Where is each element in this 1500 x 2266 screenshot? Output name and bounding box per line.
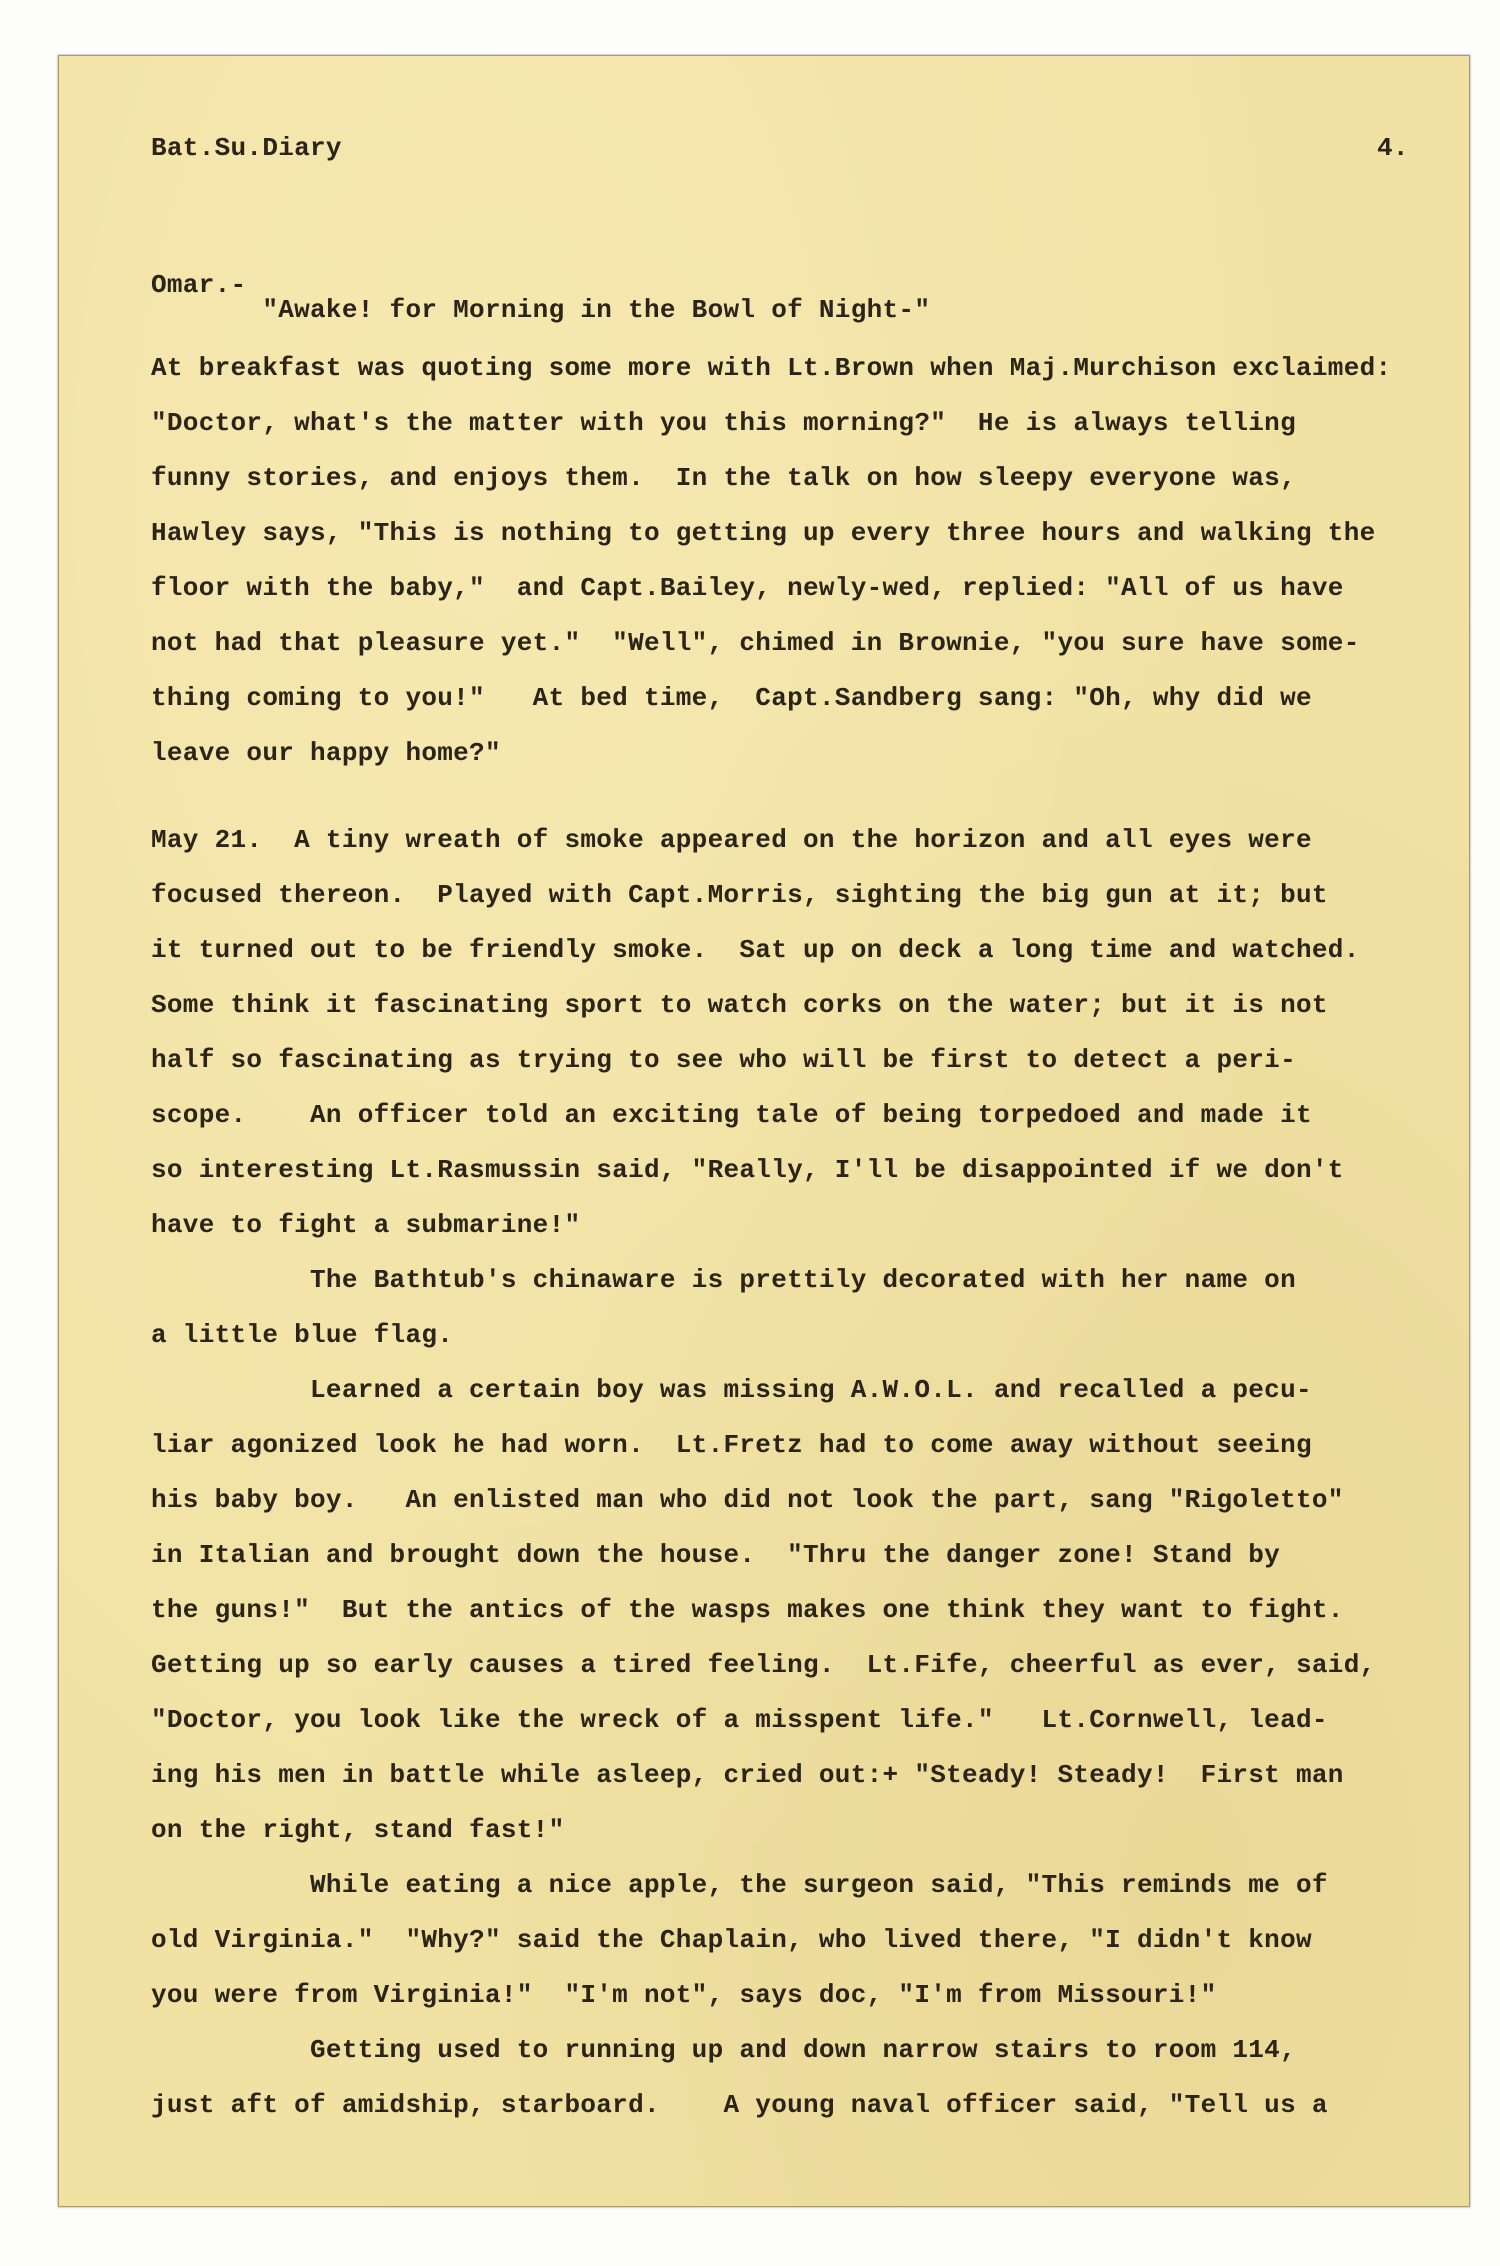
text-line: thing coming to you!" At bed time, Capt.Sandberg sang: "Oh, why did we bbox=[151, 683, 1312, 713]
typewritten-page bbox=[58, 55, 1470, 2207]
text-line: floor with the baby," and Capt.Bailey, newly-wed, replied: "All of us have bbox=[151, 573, 1344, 603]
text-line: "Doctor, you look like the wreck of a misspent life." Lt.Cornwell, lead- bbox=[151, 1705, 1328, 1735]
text-line: the guns!" But the antics of the wasps makes one think they want to fight. bbox=[151, 1595, 1344, 1625]
text-line: "Awake! for Morning in the Bowl of Night-" bbox=[151, 295, 931, 325]
text-line: his baby boy. An enlisted man who did not look the part, sang "Rigoletto" bbox=[151, 1485, 1344, 1515]
text-line: The Bathtub's chinaware is prettily decorated with her name on bbox=[151, 1265, 1296, 1295]
text-line: a little blue flag. bbox=[151, 1320, 454, 1350]
text-line: Getting used to running up and down narrow stairs to room 114, bbox=[151, 2035, 1296, 2065]
text-line: it turned out to be friendly smoke. Sat up on deck a long time and watched. bbox=[151, 935, 1360, 965]
text-line: just aft of amidship, starboard. A young naval officer said, "Tell us a bbox=[151, 2090, 1328, 2120]
text-line: ing his men in battle while asleep, cried out:+ "Steady! Steady! First man bbox=[151, 1760, 1344, 1790]
text-line: you were from Virginia!" "I'm not", says doc, "I'm from Missouri!" bbox=[151, 1980, 1217, 2010]
text-line: Some think it fascinating sport to watch corks on the water; but it is not bbox=[151, 990, 1328, 1020]
text-line: Omar.- bbox=[151, 270, 247, 300]
text-line: so interesting Lt.Rasmussin said, "Really, I'll be disappointed if we don't bbox=[151, 1155, 1344, 1185]
text-line: At breakfast was quoting some more with Lt.Brown when Maj.Murchison exclaimed: bbox=[151, 353, 1392, 383]
text-line: Learned a certain boy was missing A.W.O.L. and recalled a pecu- bbox=[151, 1375, 1312, 1405]
text-line: have to fight a submarine!" bbox=[151, 1210, 581, 1240]
text-line: Getting up so early causes a tired feeling. Lt.Fife, cheerful as ever, said, bbox=[151, 1650, 1376, 1680]
text-line: Hawley says, "This is nothing to getting up every three hours and walking the bbox=[151, 518, 1376, 548]
text-line: half so fascinating as trying to see who will be first to detect a peri- bbox=[151, 1045, 1296, 1075]
diary-header: Bat.Su.Diary bbox=[151, 133, 342, 163]
text-line: While eating a nice apple, the surgeon said, "This reminds me of bbox=[151, 1870, 1328, 1900]
text-line: May 21. A tiny wreath of smoke appeared on the horizon and all eyes were bbox=[151, 825, 1312, 855]
text-line: in Italian and brought down the house. "Thru the danger zone! Stand by bbox=[151, 1540, 1281, 1570]
text-line: on the right, stand fast!" bbox=[151, 1815, 565, 1845]
page-number: 4. bbox=[1377, 133, 1409, 163]
text-line: liar agonized look he had worn. Lt.Fretz had to come away without seeing bbox=[151, 1430, 1312, 1460]
text-line: funny stories, and enjoys them. In the talk on how sleepy everyone was, bbox=[151, 463, 1296, 493]
text-line: "Doctor, what's the matter with you this morning?" He is always telling bbox=[151, 408, 1296, 438]
text-line: not had that pleasure yet." "Well", chimed in Brownie, "you sure have some- bbox=[151, 628, 1360, 658]
text-line: old Virginia." "Why?" said the Chaplain, who lived there, "I didn't know bbox=[151, 1925, 1312, 1955]
text-line: leave our happy home?" bbox=[151, 738, 501, 768]
text-line: focused thereon. Played with Capt.Morris, sighting the big gun at it; but bbox=[151, 880, 1328, 910]
text-line: scope. An officer told an exciting tale of being torpedoed and made it bbox=[151, 1100, 1312, 1130]
